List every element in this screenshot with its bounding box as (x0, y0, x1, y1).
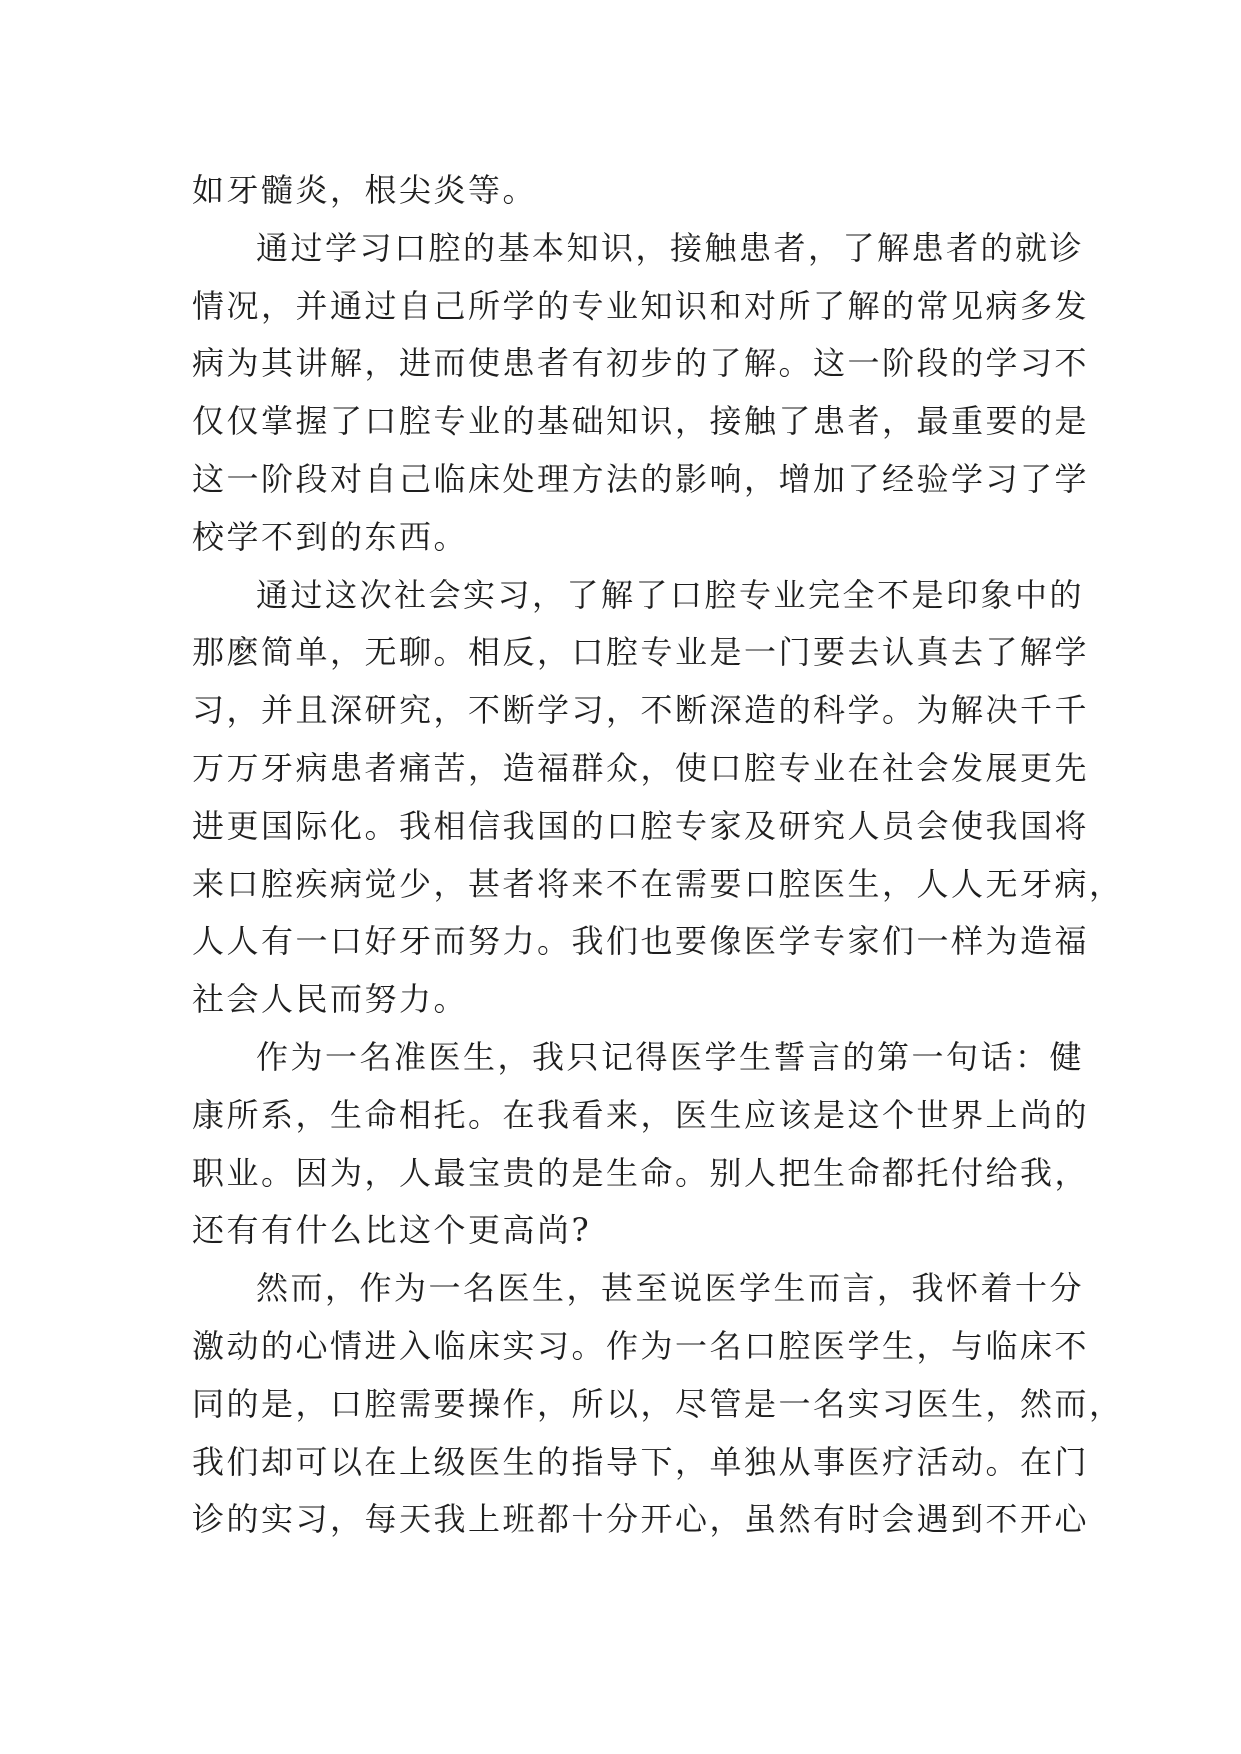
text-line: 校学不到的东西。 (192, 517, 469, 556)
text-line: 那麽简单，无聊。相反，口腔专业是一门要去认真去了解学 (192, 633, 1090, 672)
text-line: 通过这次社会实习，了解了口腔专业完全不是印象中的 (256, 575, 1085, 614)
text-line: 万万牙病患者痛苦，造福群众，使口腔专业在社会发展更先 (192, 748, 1090, 787)
text-line: 然而，作为一名医生，甚至说医学生而言，我怀着十分 (256, 1269, 1085, 1308)
text-line: 这一阶段对自己临床处理方法的影响，增加了经验学习了学 (192, 459, 1090, 498)
text-line: 通过学习口腔的基本知识，接触患者，了解患者的就诊 (256, 228, 1085, 267)
text-line: 同的是，口腔需要操作，所以，尽管是一名实习医生，然而， (192, 1384, 1124, 1423)
text-line: 来口腔疾病觉少，甚者将来不在需要口腔医生，人人无牙病， (192, 864, 1124, 903)
text-line: 社会人民而努力。 (192, 980, 469, 1019)
text-line: 激动的心情进入临床实习。作为一名口腔医学生，与临床不 (192, 1326, 1090, 1365)
text-line: 作为一名准医生，我只记得医学生誓言的第一句话：健 (256, 1037, 1085, 1076)
text-line: 诊的实习，每天我上班都十分开心，虽然有时会遇到不开心 (192, 1500, 1090, 1539)
text-line: 仅仅掌握了口腔专业的基础知识，接触了患者，最重要的是 (192, 402, 1090, 441)
text-line: 康所系，生命相托。在我看来，医生应该是这个世界上尚的 (192, 1095, 1090, 1134)
text-line: 病为其讲解，进而使患者有初步的了解。这一阶段的学习不 (192, 344, 1090, 383)
text-line: 职业。因为，人最宝贵的是生命。别人把生命都托付给我， (192, 1153, 1090, 1192)
text-line: 情况，并通过自己所学的专业知识和对所了解的常见病多发 (192, 286, 1090, 325)
text-line: 我们却可以在上级医生的指导下，单独从事医疗活动。在门 (192, 1442, 1090, 1481)
document-body (192, 162, 1124, 1549)
text-line: 还有有什么比这个更高尚? (192, 1211, 592, 1250)
text-line: 人人有一口好牙而努力。我们也要像医学专家们一样为造福 (192, 922, 1090, 961)
text-line: 习，并且深研究，不断学习，不断深造的科学。为解决千千 (192, 691, 1090, 730)
text-line: 如牙髓炎，根尖炎等。 (192, 171, 538, 209)
text-line: 进更国际化。我相信我国的口腔专家及研究人员会使我国将 (192, 806, 1090, 845)
